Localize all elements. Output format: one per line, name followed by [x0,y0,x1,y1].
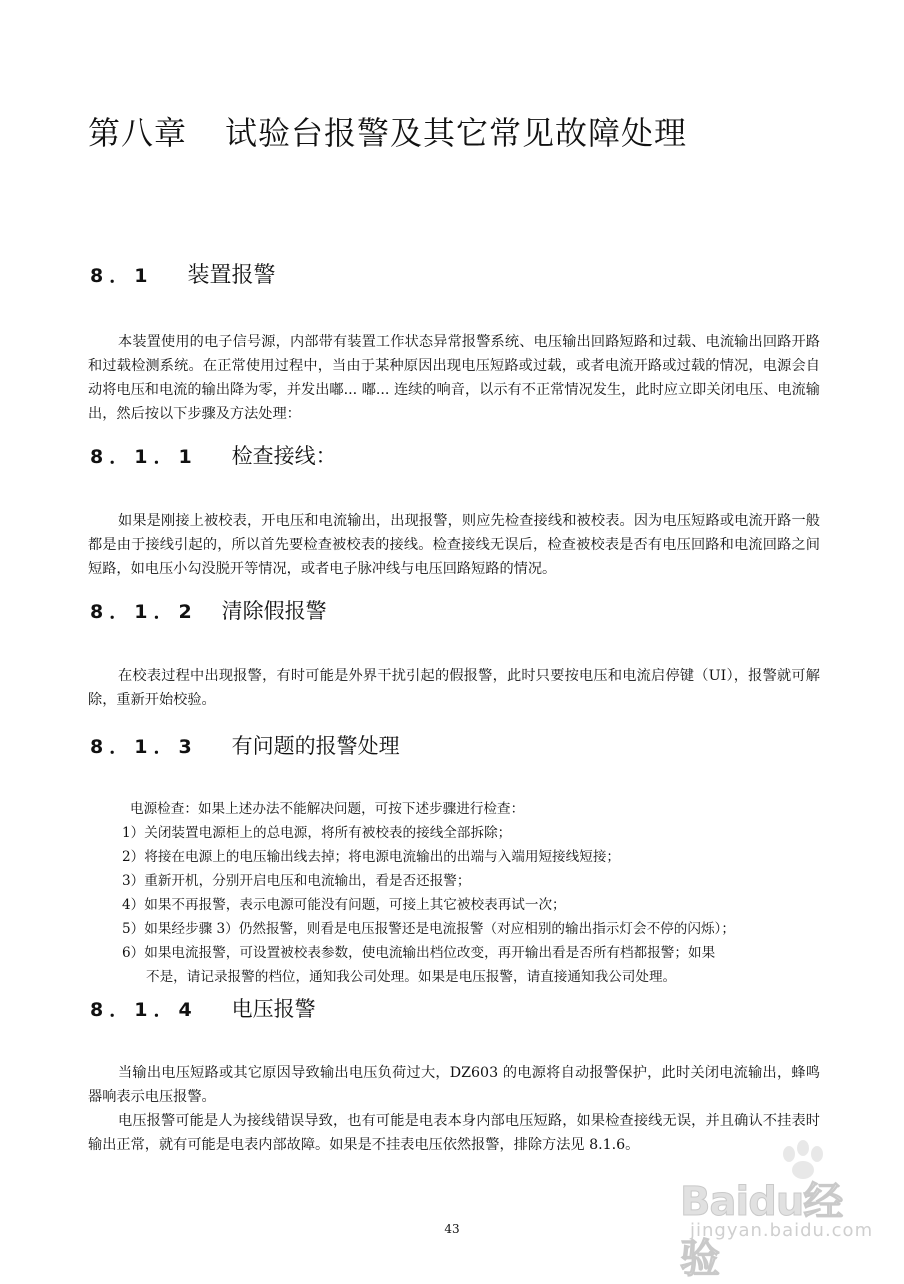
list-item: 2）将接在电源上的电压输出线去掉；将电源电流输出的出端与入端用短接线短接； [122,849,621,865]
section-title: 装置报警 [187,263,276,288]
watermark-url: jingyan.baidu.com [690,1220,874,1241]
chapter-title [88,108,687,154]
section-number: 8．1．4 [90,999,198,1021]
section-number: 8．1．1 [90,446,198,468]
section-title: 检查接线： [231,444,337,468]
section-number: 8．1．3 [90,736,198,758]
section-8-1-4-paragraph-2: 电压报警可能是人为接线错误导致，也有可能是电表本身内部电压短路，如果检查接线无误，并且确认不挂表时输出正常，就有可能是电表内部故障。如果是不挂表电压依然报警，排除方法见 8.1.6。 [88,1113,820,1153]
list-item: 3）重新开机，分别开启电压和电流输出，看是否还报警； [122,873,471,889]
baidu-jingyan-watermark [680,1140,874,1282]
section-8-1-paragraph: 本装置使用的电子信号源，内部带有装置工作状态异常报警系统、电压输出回路短路和过载、电流输出回路开路和过载检测系统。在正常使用过程中，当由于某种原因出现电压短路或过载，或者电流开路或过载的情况，电源会自动将电压和电流的输出降为零，并发出嘟... 嘟... 连续的响音，以示有不正常情况发生，此时应立即关闭电压、电流输出，然后按以下步骤及方法处理： [88,334,820,422]
section-8-1-4-heading [90,993,316,1023]
chapter-number: 第八章 [88,114,188,152]
section-title: 电压报警 [231,997,316,1021]
section-8-1-3-intro: 电源检查：如果上述办法不能解决问题，可按下述步骤进行检查： [130,801,525,817]
page-number: 43 [444,1222,460,1236]
section-title: 清除假报警 [221,599,327,623]
section-number: 8．1 [90,265,154,287]
section-8-1-2-heading [90,595,327,625]
section-8-1-2-paragraph: 在校表过程中出现报警，有时可能是外界干扰引起的假报警，此时只要按电压和电流启停键（UI），报警就可解除，重新开始校验。 [88,668,820,708]
list-item: 4）如果不再报警，表示电源可能没有问题，可接上其它被校表再试一次； [122,897,566,913]
chapter-title-text: 试验台报警及其它常见故障处理 [225,114,688,152]
section-8-1-1-paragraph: 如果是刚接上被校表，开电压和电流输出，出现报警，则应先检查接线和被校表。因为电压短路或电流开路一般都是由于接线引起的，所以首先要检查被校表的接线。检查接线无误后，检查被校表是否有电压回路和电流回路之间短路，如电压小勾没脱开等情况，或者电子脉冲线与电压回路短路的情况。 [88,513,820,577]
section-title: 有问题的报警处理 [231,734,400,758]
list-item-continuation: 不是，请记录报警的档位，通知我公司处理。如果是电压报警，请直接通知我公司处理。 [146,969,677,985]
list-item: 5）如果经步骤 3）仍然报警，则看是电压报警还是电流报警（对应相别的输出指示灯会不停的闪烁）； [122,921,735,937]
section-8-1-1-heading [90,440,337,470]
watermark-brand: Baidu经验 [680,1179,843,1282]
section-8-1-3-heading [90,730,400,760]
list-item: 1）关闭装置电源柜上的总电源，将所有被校表的接线全部拆除； [122,825,512,841]
section-8-1-4-paragraph-1: 当输出电压短路或其它原因导致输出电压负荷过大，DZ603 的电源将自动报警保护，此时关闭电流输出，蜂鸣器响表示电压报警。 [88,1065,820,1105]
section-number: 8．1．2 [90,601,198,623]
section-8-1-heading [90,258,275,289]
list-item: 6）如果电流报警，可设置被校表参数，使电流输出档位改变，再开输出看是否所有档都报警；如果 [122,945,716,961]
